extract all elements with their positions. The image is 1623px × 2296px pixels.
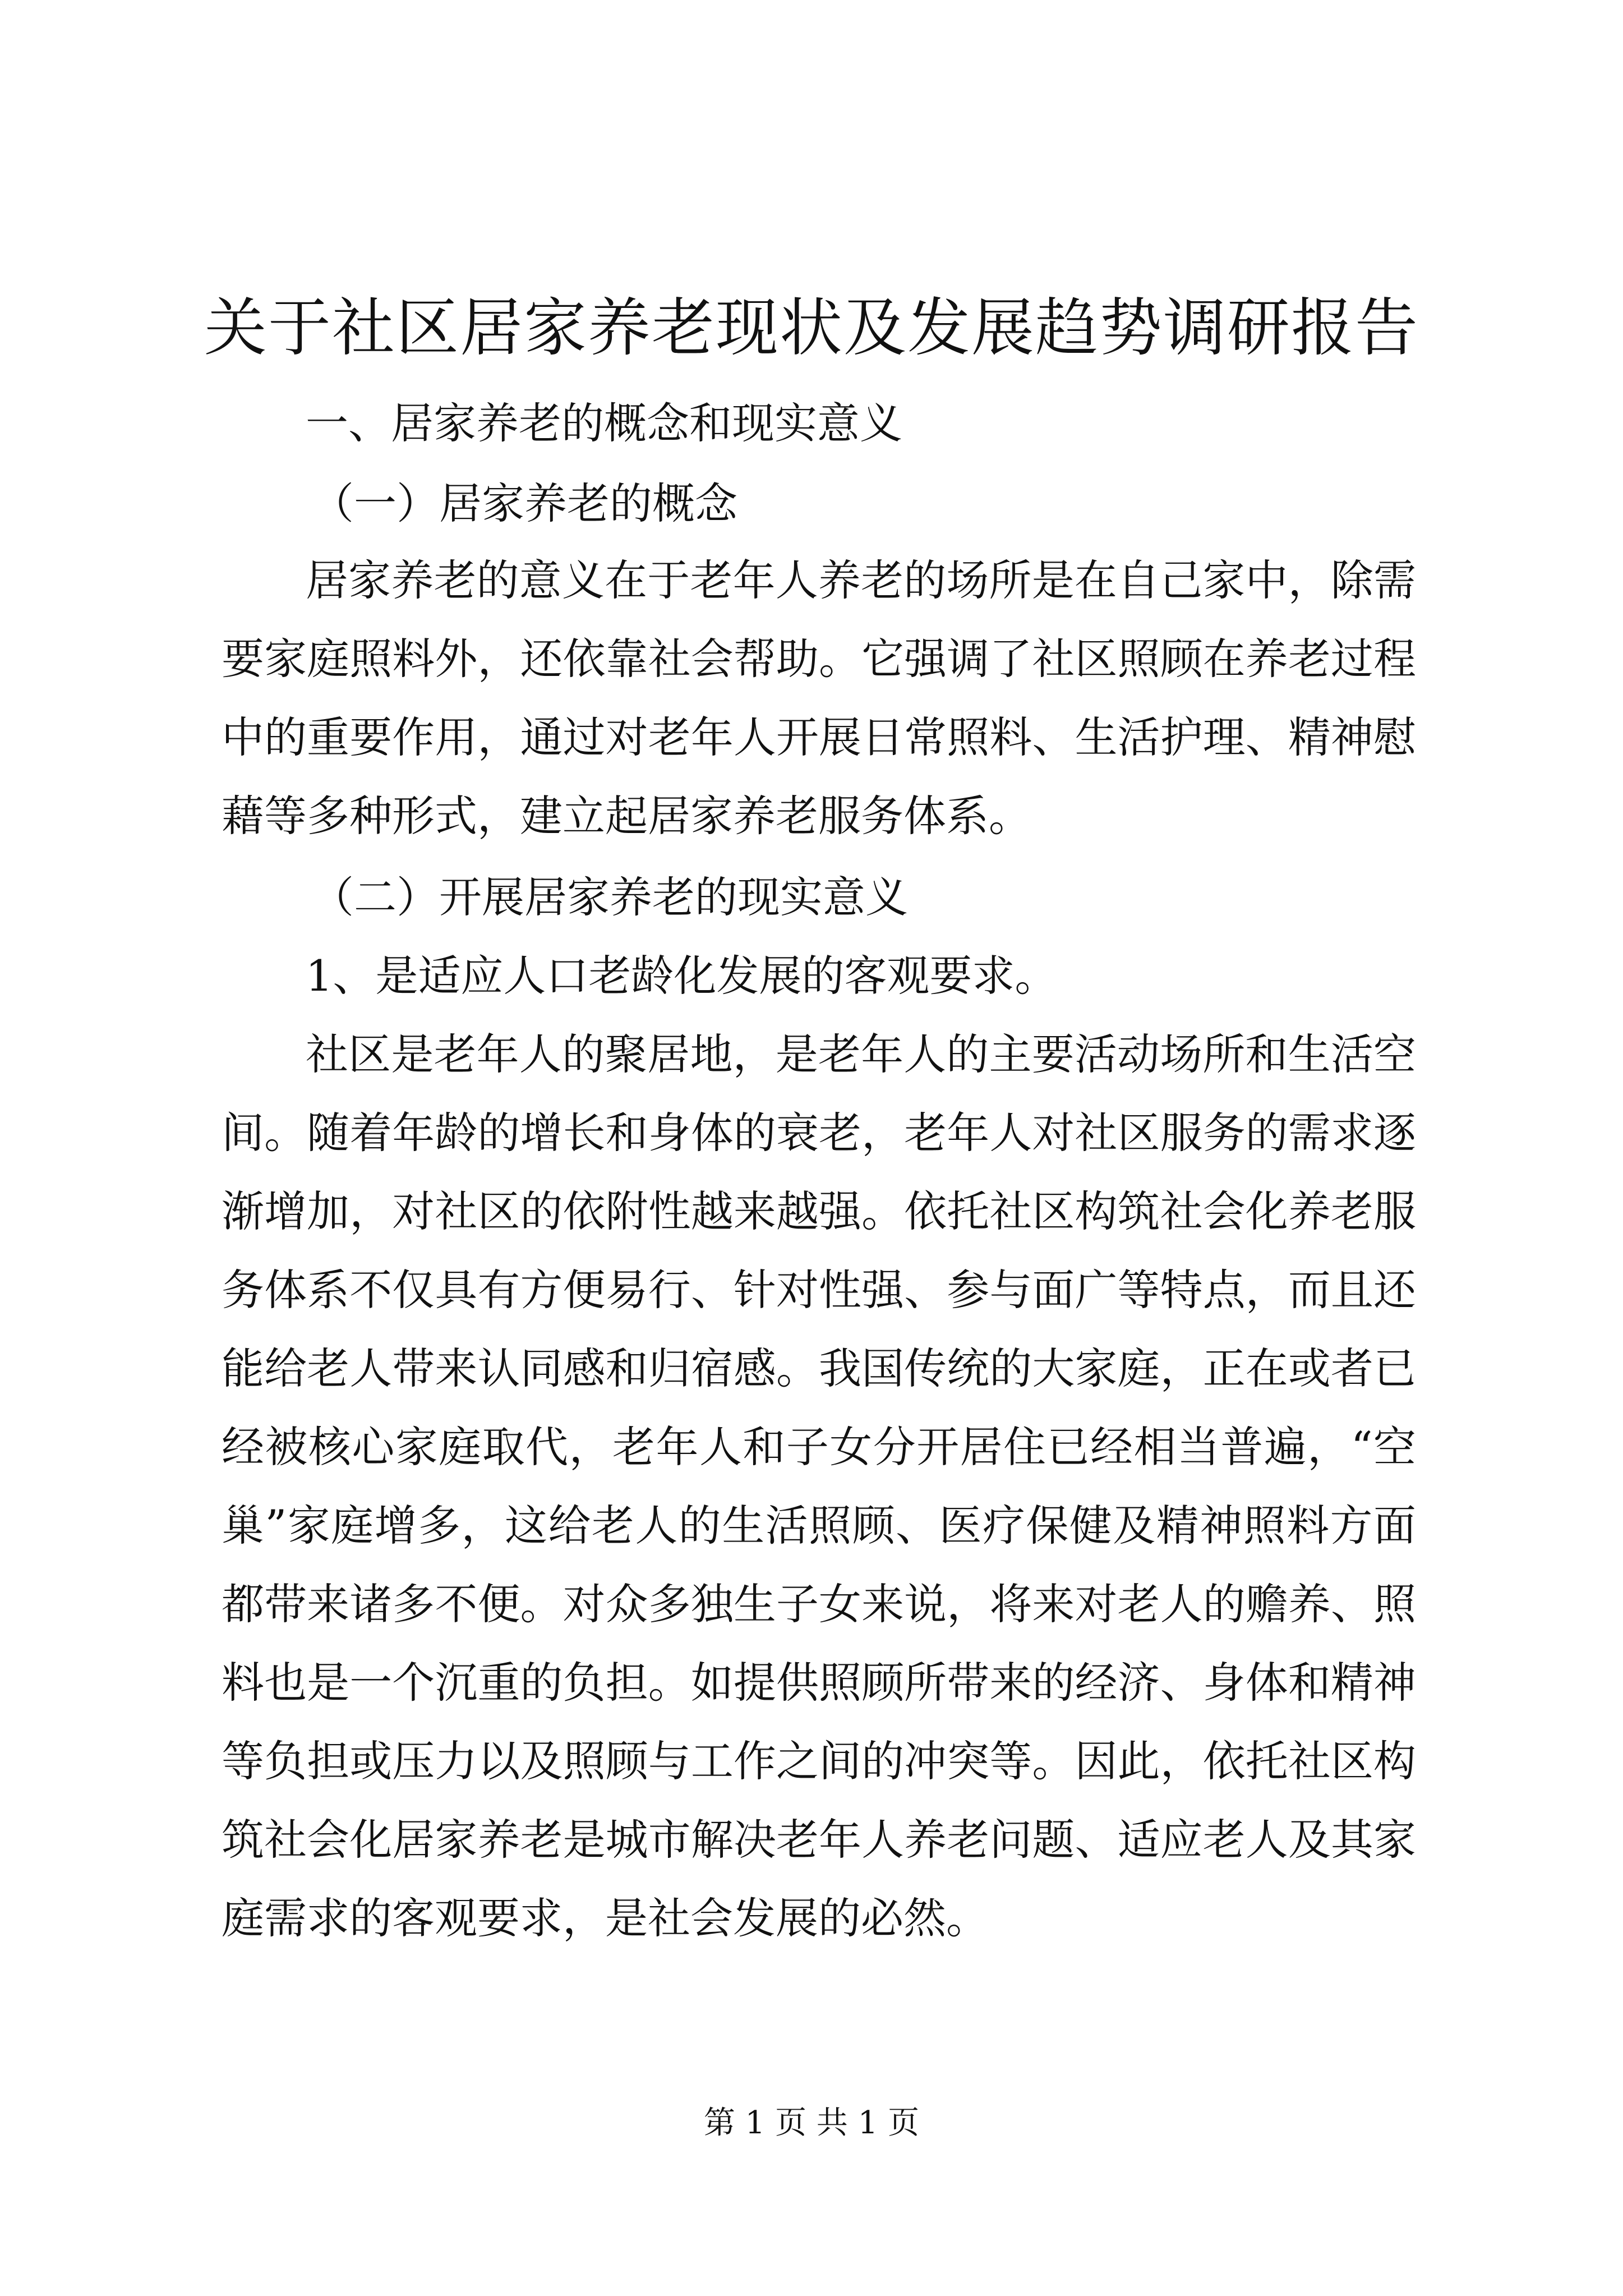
paragraph-line: 巢”家庭增多，这给老人的生活照顾、医疗保健及精神照料方面 — [222, 1501, 1416, 1550]
subsection-heading: （一）居家养老的概念 — [311, 478, 737, 528]
section-heading: 一、居家养老的概念和现实意义 — [306, 398, 902, 448]
paragraph-line: 社区是老年人的聚居地，是老年人的主要活动场所和生活空 — [306, 1029, 1416, 1079]
paragraph-line: 要家庭照料外，还依靠社会帮助。它强调了社区照顾在养老过程 — [222, 634, 1416, 684]
paragraph-line: 中的重要作用，通过对老年人开展日常照料、生活护理、精神慰 — [222, 712, 1416, 762]
paragraph-line: 都带来诸多不便。对众多独生子女来说，将来对老人的赡养、照 — [222, 1579, 1416, 1629]
paragraph-line: 居家养老的意义在于老年人养老的场所是在自己家中，除需 — [306, 555, 1416, 605]
document-title: 关于社区居家养老现状及发展趋势调研报告 — [204, 292, 1419, 365]
subsection-heading: （二）开展居家养老的现实意义 — [311, 872, 908, 922]
paragraph-line: 渐增加，对社区的依附性越来越强。依托社区构筑社会化养老服 — [222, 1186, 1416, 1236]
paragraph-line: 料也是一个沉重的负担。如提供照顾所带来的经济、身体和精神 — [222, 1658, 1416, 1708]
paragraph-line: 经被核心家庭取代，老年人和子女分开居住已经相当普遍，“空 — [222, 1422, 1416, 1472]
paragraph-line: 务体系不仅具有方便易行、针对性强、参与面广等特点，而且还 — [222, 1265, 1416, 1315]
page-footer: 第 1 页 共 1 页 — [703, 2105, 920, 2141]
paragraph-line: 筑社会化居家养老是城市解决老年人养老问题、适应老人及其家 — [222, 1815, 1416, 1865]
paragraph-line: 间。随着年龄的增长和身体的衰老，老年人对社区服务的需求逐 — [222, 1108, 1416, 1158]
paragraph-line: 藉等多种形式，建立起居家养老服务体系。 — [222, 791, 1031, 841]
paragraph-line: 庭需求的客观要求，是社会发展的必然。 — [222, 1893, 989, 1943]
paragraph-line: 能给老人带来认同感和归宿感。我国传统的大家庭，正在或者已 — [222, 1343, 1416, 1393]
paragraph-line: 等负担或压力以及照顾与工作之间的冲突等。因此，依托社区构 — [222, 1736, 1416, 1786]
point-heading: 1、是适应人口老龄化发展的客观要求。 — [306, 951, 1058, 1001]
